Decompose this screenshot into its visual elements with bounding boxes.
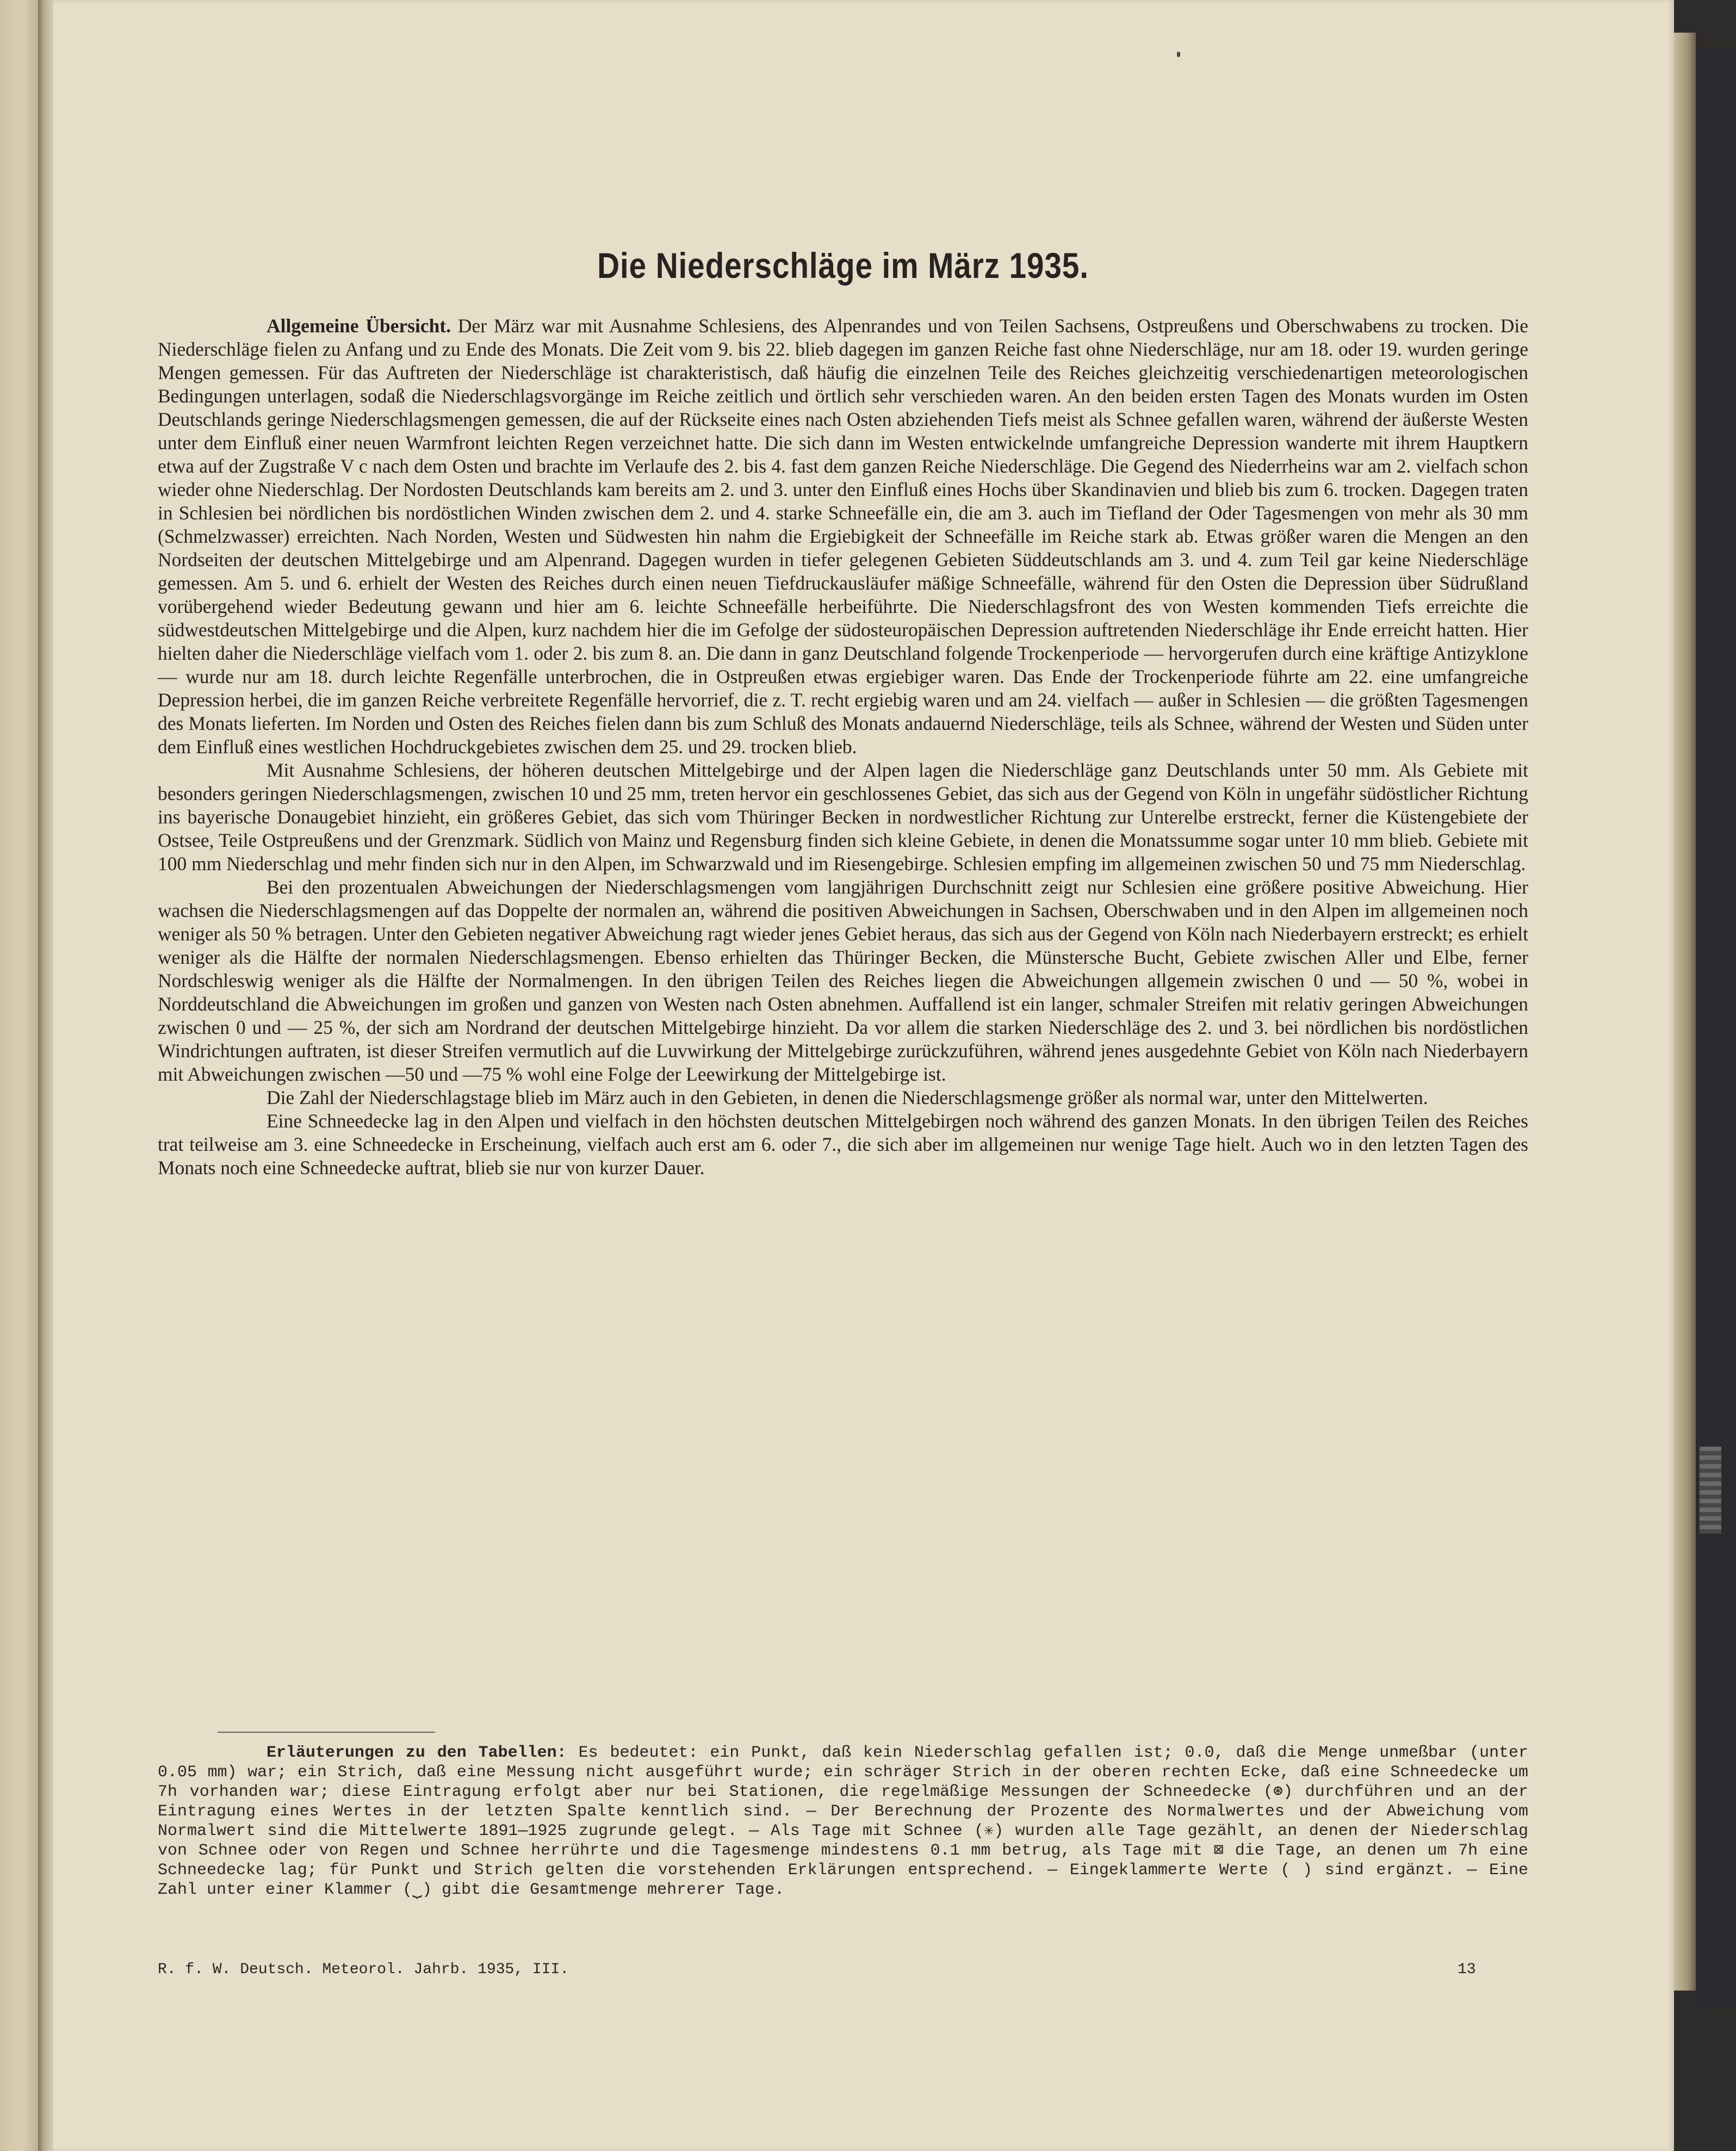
footnote-explanations [158, 1743, 1528, 1900]
paragraph-overview [158, 314, 1528, 759]
paragraph-text: Eine Schneedecke lag in den Alpen und vielfach in den höchsten deutschen Mittelgebirgen noch während des ganzen Monats. In den übrigen Teilen des Reiches trat teilweise am 3. eine Schneedecke in Erscheinung, vielfach auch erst am 6. oder 7., die sich aber im allgemeinen nur wenige Tage hielt. Auch wo in den letzten Tagen des Monats noch eine Schneedecke auftrat, blieb sie nur von kurzer Dauer. [158, 1110, 1528, 1179]
book-gutter [38, 0, 53, 2151]
page-number: 13 [1458, 1961, 1476, 1978]
ink-speck [1177, 52, 1180, 57]
paragraph-text: Der März war mit Ausnahme Schlesiens, des Alpenrandes und von Teilen Sachsens, Ostpreußens und Oberschwabens zu trocken. Die Niederschläge fielen zu Anfang und zu Ende des Monats. Die Zeit vom 9. bis 22. blieb dagegen im ganzen Reiche fast ohne Niederschläge, nur am 18. oder 19. wurden geringe Mengen gemessen. Für das Auftreten der Niederschläge ist charakteristisch, daß häufig die einzelnen Teile des Reiches gleichzeitig verschiedenartigen meteorologischen Bedingungen unterlagen, sodaß die Niederschlagsvorgänge im Reiche zeitlich und örtlich sehr verschieden waren. An den beiden ersten Tagen des Monats wurden im Osten Deutschlands geringe Niederschlagsmengen gemessen, die auf der Rückseite eines nach Osten abziehenden Tiefs meist als Schnee gefallen waren, während der äußerste Westen unter dem Einfluß einer neuen Warmfront leichten Regen verzeichnet hatte. Die sich dann im Westen entwickelnde umfangreiche Depression wanderte mit ihrem Hauptkern etwa auf der Zugstraße V c nach dem Osten und brachte im Verlaufe des 2. bis 4. fast dem ganzen Reiche Niederschläge. Die Gegend des Niederrheins war am 2. vielfach schon wieder ohne Niederschlag. Der Nordosten Deutschlands kam bereits am 2. und 3. unter den Einfluß eines Hochs über Skandinavien und blieb bis zum 6. trocken. Dagegen traten in Schlesien bei nördlichen bis nordöstlichen Winden zwischen dem 2. und 4. starke Schneefälle ein, die am 3. auch im Tiefland der Oder Tagesmengen von mehr als 30 mm (Schmelzwasser) erreichten. Nach Norden, Westen und Südwesten hin nahm die Ergiebigkeit der Schneefälle im Reiche stark ab. Etwas größer waren die Mengen an den Nordseiten der deutschen Mittelgebirge und am Alpenrand. Dagegen wurden in tiefer gelegenen Gebieten Süddeutschlands am 3. und 4. zum Teil gar keine Niederschläge gemessen. Am 5. und 6. erhielt der Westen des Reiches durch einen neuen Tiefdruckausläufer mäßige Schneefälle, während für den Osten die Depression über Südrußland vorübergehend wieder Bedeutung gewann und hier am 6. leichte Schneefälle herbeiführte. Die Niederschlagsfront des von Westen kommenden Tiefs erreichte die südwestdeutschen Mittelgebirge und die Alpen, kurz nachdem hier die im Gefolge der südosteuropäischen Depression auftretenden Niederschläge ihr Ende erreicht hatten. Hier hielten daher die Niederschläge vielfach vom 1. oder 2. bis zum 8. an. Die dann in ganz Deutschland folgende Trockenperiode — hervorgerufen durch eine kräftige Antizyklone — wurde nur am 18. durch leichte Regenfälle unterbrochen, die in Ostpreußen etwas ergiebiger waren. Das Ende der Trockenperiode führte am 22. eine umfangreiche Depression herbei, die im ganzen Reiche verbreitete Regenfälle hervorrief, die z. T. recht ergiebig waren und am 24. vielfach — außer in Schlesien — die größten Tagesmengen des Monats lieferten. Im Norden und Osten des Reiches fielen dann bis zum Schluß des Monats andauernd Niederschläge, teils als Schnee, während der Westen und Süden unter dem Einfluß eines westlichen Hochdruckgebietes zwischen dem 25. und 29. trocken blieb. [158, 315, 1528, 758]
page-stack-edge [1674, 33, 1696, 1991]
paragraph-deviations [158, 876, 1528, 1086]
paragraph-snow-cover [158, 1109, 1528, 1180]
previous-page-edge [0, 0, 38, 2151]
article-body [158, 245, 1528, 1180]
paragraph-amounts [158, 759, 1528, 876]
running-footer-citation: R. f. W. Deutsch. Meteorol. Jahrb. 1935, III. [158, 1961, 569, 1978]
footnote-lead: Erläuterungen zu den Tabellen: [266, 1744, 567, 1762]
page-title: Die Niederschläge im März 1935. [597, 245, 1089, 286]
book-spine [1696, 49, 1736, 2007]
footnote-text: Es bedeutet: ein Punkt, daß kein Niederschlag gefallen ist; 0.0, daß die Menge unmeßbar (unter 0.05 mm) war; ein Strich, daß eine Messung nicht ausgeführt wurde; ein schräger Strich in der oberen rechten Ecke, daß eine Schneedecke um 7h vorhanden war; diese Eintragung erfolgt aber nur bei Stationen, die regelmäßige Messungen der Schneedecke (⊛) durchführen und an der Eintragung eines Wertes in der letzten Spalte kenntlich sind. — Der Berechnung der Prozente des Normalwertes und der Abweichung vom Normalwert sind die Mittelwerte 1891—1925 zugrunde gelegt. — Als Tage mit Schnee (✳) wurden alle Tage gezählt, an denen der Niederschlag von Schnee oder von Regen und Schnee herrührte und die Tagesmenge mindestens 0.1 mm betrug, als Tage mit ⊠ die Tage, an denen um 7h eine Schneedecke lag; für Punkt und Strich gelten die vorstehenden Erklärungen entsprechend. — Eingeklammerte Werte ( ) sind ergänzt. — Eine Zahl unter einer Klammer (⏟) gibt die Gesamtmenge mehrerer Tage. [158, 1744, 1529, 1899]
footnote-divider [218, 1732, 435, 1733]
spine-label [1700, 1447, 1721, 1534]
paragraph-text: Mit Ausnahme Schlesiens, der höheren deutschen Mittelgebirge und der Alpen lagen die Niederschläge ganz Deutschlands unter 50 mm. Als Gebiete mit besonders geringen Niederschlagsmengen, zwischen 10 und 25 mm, treten hervor ein geschlossenes Gebiet, das sich aus der Gegend von Köln in ungefähr südöstlicher Richtung ins bayerische Donaugebiet hinzieht, ein größeres Gebiet, das sich vom Thüringer Becken in nordwestlicher Richtung zur Unterelbe erstreckt, ferner die Küstengebiete der Ostsee, Teile Ostpreußens und der Grenzmark. Südlich von Mainz und Regensburg finden sich kleine Gebiete, in denen die Monatssumme sogar unter 10 mm blieb. Gebiete mit 100 mm Niederschlag und mehr finden sich nur in den Alpen, im Schwarzwald und im Riesengebirge. Schlesien empfing im allgemeinen zwischen 50 und 75 mm Niederschlag. [158, 759, 1528, 875]
paragraph-text: Bei den prozentualen Abweichungen der Niederschlagsmengen vom langjährigen Durchschnitt zeigt nur Schlesien eine größere positive Abweichung. Hier wachsen die Niederschlagsmengen auf das Doppelte der normalen an, während die positiven Abweichungen in Sachsen, Oberschwaben und in den Alpen im allgemeinen noch weniger als 50 % betragen. Unter den Gebieten negativer Abweichung ragt wieder jenes Gebiet heraus, das sich aus der Gegend von Köln nach Niederbayern erstreckt; es erhielt weniger als die Hälfte der normalen Niederschlagsmengen. Ebenso erhielten das Thüringer Becken, die Münstersche Bucht, Gebiete zwischen Aller und Elbe, ferner Nordschleswig weniger als die Hälfte der Normalmengen. In den übrigen Teilen des Reiches liegen die Abweichungen allgemein zwischen 0 und — 50 %, wobei in Norddeutschland die Abweichungen im großen und ganzen von Westen nach Osten abnehmen. Auffallend ist ein langer, schmaler Streifen mit relativ geringen Abweichungen zwischen 0 und — 25 %, der sich am Nordrand der deutschen Mittelgebirge hinzieht. Da vor allem die starken Niederschläge des 2. und 3. bei nördlichen bis nordöstlichen Windrichtungen auftraten, ist dieser Streifen vermutlich auf die Luvwirkung der Mittelgebirge zurückzuführen, während jenes ausgedehnte Gebiet von Köln nach Niederbayern mit Abweichungen zwischen —50 und —75 % wohl eine Folge der Leewirkung der Mittelgebirge ist. [158, 876, 1528, 1085]
paragraph-precip-days [158, 1086, 1528, 1109]
paragraph-text: Die Zahl der Niederschlagstage blieb im März auch in den Gebieten, in denen die Niederschlagsmenge größer als normal war, unter den Mittelwerten. [266, 1087, 1428, 1108]
paragraph-lead: Allgemeine Übersicht. [266, 315, 451, 337]
